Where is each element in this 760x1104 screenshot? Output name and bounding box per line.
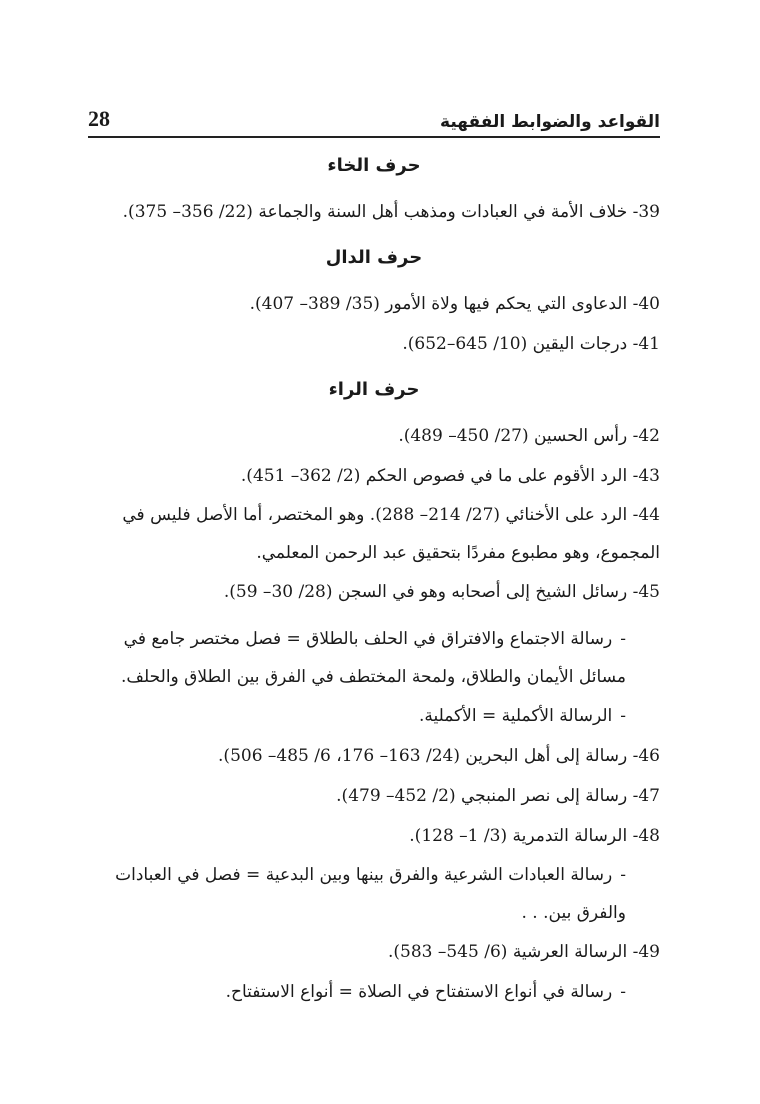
entry-text: الرسالة التدمرية (3/ 1– 128). <box>409 826 628 846</box>
dash-marker: - <box>620 629 626 649</box>
entry-number: 46 <box>638 746 660 766</box>
entry-number: 47 <box>638 786 660 806</box>
running-title: القواعد والضوابط الفقهية <box>440 112 660 132</box>
entry-number: 45 <box>638 582 660 602</box>
section-heading-ra: حرف الراء <box>328 379 420 400</box>
dash-marker: - <box>620 982 626 1002</box>
entry-47: 47- رسالة إلى نصر المنبجي (2/ 452– 479). <box>336 786 660 806</box>
entry-text: الرد على الأخنائي (27/ 214– 288). وهو المختصر، أما الأصل فليس في المجموع، وهو مطبوع مفردًا بتحقيق عبد الرحمن المعلمي. <box>122 505 660 563</box>
entry-text: رسالة إلى نصر المنبجي (2/ 452– 479). <box>336 786 628 806</box>
entry-number: 39 <box>638 202 660 222</box>
entry-45: 45- رسائل الشيخ إلى أصحابه وهو في السجن (28/ 30– 59). <box>223 582 660 602</box>
page-body <box>88 140 660 1012</box>
page-header <box>88 96 660 138</box>
entry-text: رسائل الشيخ إلى أصحابه وهو في السجن (28/ 30– 59). <box>223 582 628 602</box>
entry-number: 48 <box>638 826 660 846</box>
entry-number: 42 <box>638 426 660 446</box>
entry-39: 39- خلاف الأمة في العبادات ومذهب أهل السنة والجماعة (22/ 356– 375). <box>122 202 660 222</box>
entry-40: 40- الدعاوى التي يحكم فيها ولاة الأمور (35/ 389– 407). <box>249 294 660 314</box>
sub-entry-text: الرسالة الأكملية = الأكملية. <box>418 706 613 726</box>
section-heading-dal: حرف الدال <box>325 247 423 268</box>
entry-44: 44- الرد على الأخنائي (27/ 214– 288). وهو المختصر، أما الأصل فليس في المجموع، وهو مطبوع مفردًا بتحقيق عبد الرحمن المعلمي. <box>122 505 660 563</box>
entry-text: خلاف الأمة في العبادات ومذهب أهل السنة والجماعة (22/ 356– 375). <box>122 202 628 222</box>
sub-entry-text: رسالة في أنواع الاستفتاح في الصلاة = أنواع الاستفتاح. <box>225 982 613 1002</box>
entry-text: رسالة إلى أهل البحرين (24/ 163– 176، 6/ 485– 506). <box>218 746 628 766</box>
sub-entry <box>88 696 660 736</box>
entry-46: 46- رسالة إلى أهل البحرين (24/ 163– 176، 6/ 485– 506). <box>218 746 660 766</box>
sub-entry-text: رسالة الاجتماع والافتراق في الحلف بالطلاق = فصل مختصر جامع في مسائل الأيمان والطلاق، ولمحة المختطف في الفرق بين الطلاق والحلف. <box>121 629 626 687</box>
entry-42: 42- رأس الحسين (27/ 450– 489). <box>398 426 660 446</box>
entry-number: 41 <box>638 334 660 354</box>
page-number: 28 <box>88 106 110 131</box>
entry-text: الدعاوى التي يحكم فيها ولاة الأمور (35/ 389– 407). <box>249 294 628 314</box>
entry-number: 44 <box>638 505 660 525</box>
section-heading-kha: حرف الخاء <box>327 155 421 176</box>
dash-marker: - <box>620 706 626 726</box>
sub-entry <box>88 972 660 1012</box>
entry-number: 43 <box>638 466 660 486</box>
sub-entry <box>88 620 660 696</box>
dash-marker: - <box>620 865 626 885</box>
sub-entry <box>88 856 660 932</box>
entry-48: 48- الرسالة التدمرية (3/ 1– 128). <box>409 826 660 846</box>
entry-number: 49 <box>638 942 660 962</box>
sub-entry-text: رسالة العبادات الشرعية والفرق بينها وبين البدعية = فصل في العبادات والفرق بين. . . <box>115 865 626 923</box>
entry-43: 43- الرد الأقوم على ما في فصوص الحكم (2/ 362– 451). <box>240 466 660 486</box>
entry-number: 40 <box>638 294 660 314</box>
entry-text: الرسالة العرشية (6/ 545– 583). <box>387 942 628 962</box>
entry-text: الرد الأقوم على ما في فصوص الحكم (2/ 362– 451). <box>240 466 628 486</box>
entry-41: 41- درجات اليقين (10/ 645–652). <box>402 334 660 354</box>
entry-text: درجات اليقين (10/ 645–652). <box>402 334 628 354</box>
entry-49: 49- الرسالة العرشية (6/ 545– 583). <box>387 942 660 962</box>
entry-text: رأس الحسين (27/ 450– 489). <box>398 426 628 446</box>
